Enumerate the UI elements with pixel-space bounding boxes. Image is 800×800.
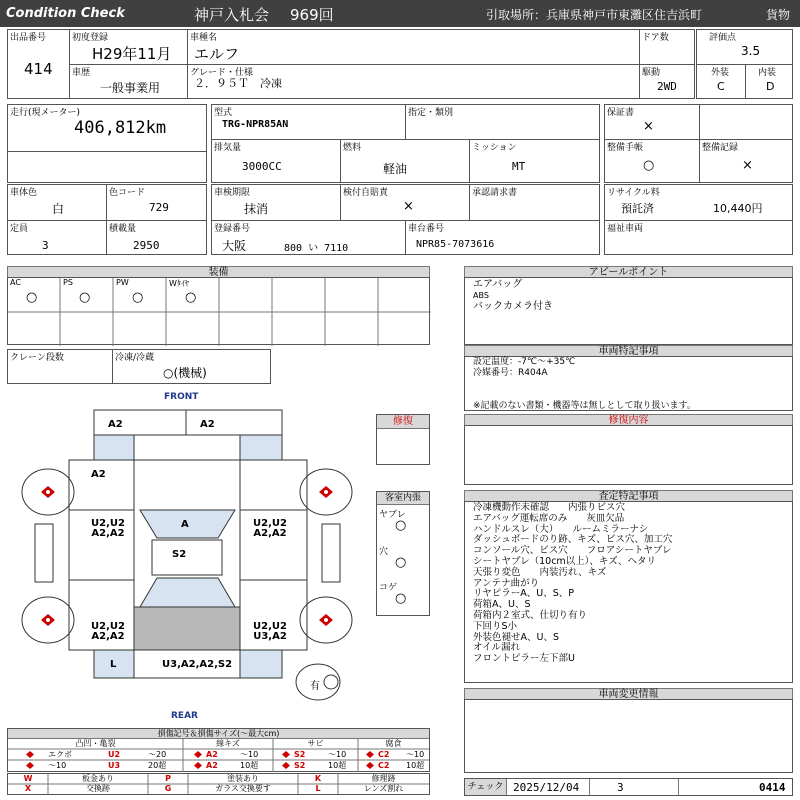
- mark-hood-left: A2: [91, 469, 106, 480]
- inspection-line: 冷凍機動作未確認 内張りビス穴: [473, 502, 626, 513]
- header-title: Condition Check: [6, 6, 125, 21]
- warranty: ×: [643, 119, 654, 134]
- color-code: 729: [149, 201, 169, 214]
- mark-right-rear: U2,U2 U3,A2: [253, 621, 287, 642]
- manual-box: 整備手帳 ○: [604, 139, 700, 183]
- footer-bar: [464, 778, 793, 796]
- score-box: 評価点 3.5: [696, 29, 793, 65]
- load-box: 積載量 2950: [106, 220, 207, 255]
- check-code: 0414: [759, 781, 786, 794]
- appeal-line: ABS: [473, 291, 489, 300]
- inspection-line: リヤピラーA、U、S、P: [473, 588, 575, 600]
- history-box: 車歴 一般事業用: [69, 64, 188, 99]
- exterior-box: 外装 C: [696, 64, 746, 99]
- equip-grid: [7, 277, 430, 345]
- body-color: 白: [52, 202, 65, 216]
- mark-rear-center: U3,A2,A2,S2: [162, 659, 233, 670]
- interior: D: [766, 80, 775, 93]
- name-box: 車種名 エルフ: [187, 29, 640, 65]
- cabin-burn: ○: [395, 591, 407, 606]
- mark-left-front-door: U2,U2 A2,A2: [91, 518, 125, 539]
- header-bar: [0, 0, 800, 27]
- history: 一般事業用: [100, 81, 161, 95]
- special-note: ※記載のない書類・機器等は無しとして取り扱います。: [473, 401, 696, 411]
- drive-box: 駆動 2WD: [639, 64, 695, 99]
- type-box: 指定・類別: [405, 104, 600, 140]
- cabin-box: 客室内張 ヤブレ ○ 穴 ○ コゲ ○: [376, 491, 430, 616]
- inspection-line: シートヤブレ（10cm以上）、キズ、ヘタリ: [473, 555, 657, 567]
- model-box: 型式 TRG-NPR85AN: [211, 104, 406, 140]
- capacity: 3: [42, 239, 49, 252]
- mission-box: ミッション MT: [469, 139, 600, 183]
- repair-detail-box: [464, 425, 793, 485]
- check-number: 3: [617, 781, 624, 794]
- equip-item-pw: PW ○: [116, 278, 144, 305]
- mileage-box: 走行(現メーター) 406,812km: [7, 104, 207, 152]
- recycle-status: 預託済: [621, 202, 654, 215]
- chassis-number: NPR85-7073616: [416, 239, 495, 250]
- inspection-box: [464, 501, 793, 683]
- mark-front-left: A2: [108, 419, 123, 430]
- spare-tire-label: 有: [310, 681, 320, 692]
- mark-windshield: A: [181, 519, 189, 530]
- check-label: チェック: [465, 779, 507, 795]
- regno-box: 登録番号 大阪 800 い 7110: [211, 220, 406, 255]
- inspection-line: アンテナ曲がり: [473, 577, 540, 589]
- load: 2950: [133, 239, 160, 252]
- mark-roof: S2: [172, 549, 187, 560]
- capacity-box: 定員 3: [7, 220, 107, 255]
- pickup-location: 引取場所：兵庫県神戸市東灘区住吉浜町: [486, 8, 703, 22]
- chassis-box: 車台番号 NPR85-7073616: [405, 220, 600, 255]
- record: ×: [742, 158, 753, 173]
- change-box: [464, 699, 793, 773]
- inspection-line: フロントピラー左下部U: [473, 653, 575, 665]
- insurance: ×: [403, 199, 414, 214]
- inspection-line: 下回りS小: [473, 620, 518, 632]
- fuel: 軽油: [383, 162, 408, 176]
- equip-item-ac: AC ○: [10, 278, 38, 305]
- blank-box-1: [7, 151, 207, 183]
- legend-group-dent: 凸凹・亀裂: [75, 739, 116, 748]
- model: TRG-NPR85AN: [222, 119, 289, 130]
- inspection-line: 外装色褪せA、U、S: [473, 631, 559, 643]
- inspection-title: 査定特記事項: [464, 490, 793, 502]
- repair-title: 修復内容: [464, 414, 793, 426]
- front-label: FRONT: [164, 392, 199, 402]
- mark-left-rear: U2,U2 A2,A2: [91, 621, 125, 642]
- equip-item-ps: PS ○: [63, 278, 91, 305]
- equip-item-wtire: Wﾀｲﾔ ○: [169, 279, 197, 305]
- inspection-line: コンソール穴、ビス穴 フロアシートヤブレ: [473, 545, 672, 557]
- mark-rear-left: L: [110, 659, 117, 670]
- recycle-fee: 10,440円: [713, 202, 763, 215]
- welfare-box: 福祉車両: [604, 220, 793, 255]
- first-reg-box: 初度登録 H29年11月: [69, 29, 188, 65]
- displacement: 3000CC: [242, 160, 282, 173]
- inspection-expiry: 抹消: [244, 202, 269, 216]
- legend-box: 損傷記号＆損傷サイズ(～最大cm) 凸凹・亀裂 エクボ U2 ～20 ～10 U3 20超 線キズ A2 ～10 A2 10超 サビ S2 ～10 S2 10超 腐食 C2 ～10 C2 10超: [7, 728, 430, 772]
- colorcode-box: 色コード 729: [106, 184, 207, 221]
- cabin-tear: ○: [395, 518, 407, 533]
- interior-box: 内装 D: [745, 64, 793, 99]
- inspection-line: 荷箱A、U、S: [473, 599, 531, 611]
- repair-box: [376, 414, 430, 465]
- inspection-line: エアバッグ運転席のみ 灰皿欠品: [473, 512, 625, 524]
- special-title: 車両特記事項: [464, 345, 793, 357]
- special-box: [464, 356, 793, 411]
- freezer-box: 冷凍/冷蔵 ○(機械): [112, 349, 271, 384]
- record-box: 整備記録 ×: [699, 139, 793, 183]
- equip-title: 装備: [7, 266, 430, 278]
- check-date: 2025/12/04: [513, 781, 580, 794]
- exterior: C: [717, 80, 725, 93]
- manual: ○: [643, 158, 655, 173]
- legend-group-scratch: 線キズ: [216, 739, 240, 748]
- inspection-line: 荷箱内２室式、仕切り有り: [473, 609, 588, 621]
- cabin-title: 客室内張: [377, 492, 429, 505]
- score: 3.5: [741, 44, 761, 58]
- door-box: ドア数: [639, 29, 695, 65]
- repair-label: 修復: [377, 415, 429, 429]
- vehicle-category: 貨物: [766, 8, 791, 22]
- drive: 2WD: [657, 80, 677, 93]
- appeal-title: アピールポイント: [464, 266, 793, 278]
- mark-right-front-door: U2,U2 A2,A2: [253, 518, 287, 539]
- color-box: 車体色 白: [7, 184, 107, 221]
- legend-title: 損傷記号＆損傷サイズ(～最大cm): [8, 729, 429, 739]
- special-line: 設定温度：-7℃～+35℃: [473, 357, 576, 367]
- mileage: 406,812km: [74, 118, 167, 138]
- mark-front-right: A2: [200, 419, 215, 430]
- crane-box: クレーン段数: [7, 349, 113, 384]
- reg-area: 大阪: [222, 239, 247, 253]
- mission: MT: [512, 160, 526, 173]
- change-title: 車両変更情報: [464, 688, 793, 700]
- appeal-line: エアバッグ: [473, 279, 523, 290]
- disp-box: 排気量 3000CC: [211, 139, 341, 183]
- reg-number: 800 い 7110: [284, 243, 349, 254]
- recycle-box: リサイクル料 預託済 10,440円: [604, 184, 793, 221]
- insurance-box: 検付自賠責 ×: [340, 184, 470, 221]
- warranty-box: 保証書 ×: [604, 104, 700, 140]
- approval-box: 承認請求書: [469, 184, 600, 221]
- blank-box-2: [699, 104, 793, 140]
- legend-codes: W 板金あり P 塗装あり K 修理跡 X 交換跡 G ガラス交換要す L レンズ割れ: [7, 773, 430, 795]
- grade-box: グレード・仕様 ２．９５Ｔ 冷凍: [187, 64, 640, 99]
- auction-name: 神戸入札会: [194, 6, 270, 24]
- inspection-line: オイル漏れ: [473, 642, 521, 654]
- lot-box: 出品番号 414: [7, 29, 70, 99]
- special-line: 冷媒番号：R404A: [473, 368, 548, 378]
- legend-group-rust: サビ: [307, 739, 324, 748]
- cabin-hole: ○: [395, 555, 407, 570]
- auction-session: 969回: [290, 6, 334, 24]
- grade: ２．９５Ｔ 冷凍: [194, 77, 282, 90]
- lot-number: 414: [24, 60, 53, 78]
- freezer: ○(機械): [163, 366, 207, 380]
- car-name: エルフ: [194, 45, 240, 63]
- rear-label: REAR: [171, 711, 198, 721]
- inspect-box: 車検期限 抹消: [211, 184, 341, 221]
- inspection-line: ハンドルスレ（大） ルームミラーナシ: [473, 523, 649, 535]
- fuel-box: 燃料 軽油: [340, 139, 470, 183]
- inspection-line: ダッシュボードのり跡、キズ、ビス穴、加工穴: [473, 534, 673, 546]
- appeal-line: バックカメラ付き: [473, 301, 553, 312]
- first-reg: H29年11月: [92, 45, 172, 63]
- appeal-box: [464, 277, 793, 345]
- legend-group-corrosion: 腐食: [385, 739, 402, 748]
- inspection-line: 天張り変色 内装汚れ、キズ: [473, 566, 607, 578]
